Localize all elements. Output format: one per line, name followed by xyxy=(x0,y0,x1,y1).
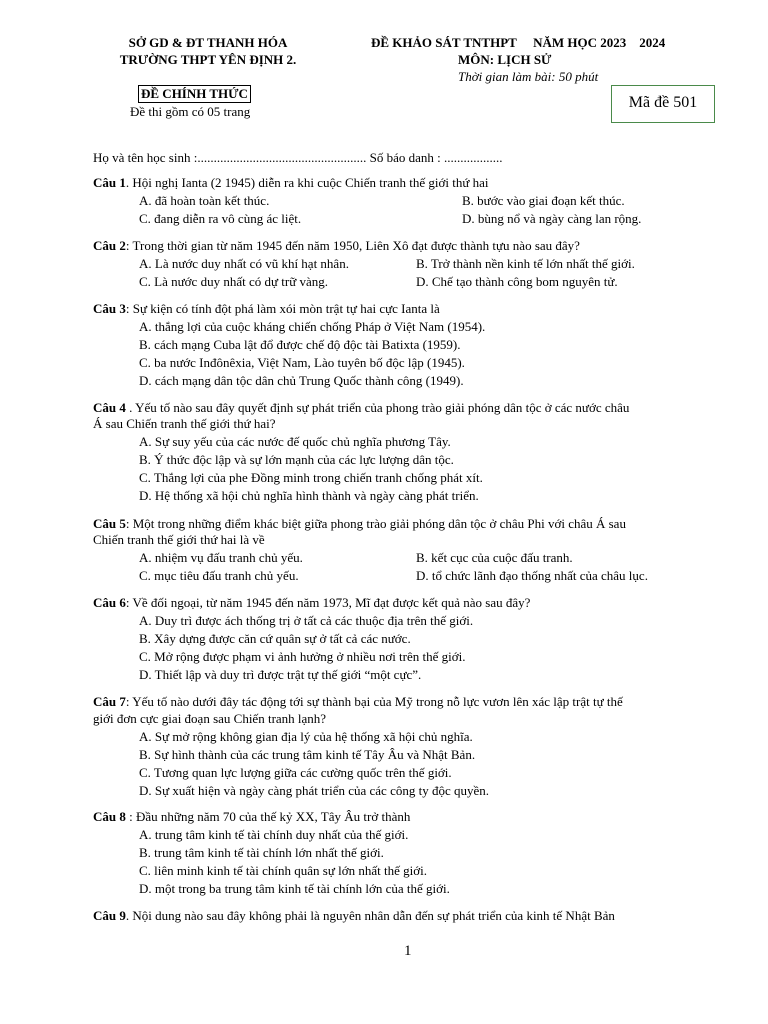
question-1 xyxy=(93,174,489,192)
option-d: D. Thiết lập và duy trì được trật tự thế giới “một cực”. xyxy=(139,667,422,682)
option-c: C. liên minh kinh tế tài chính quân sự lớn nhất thế giới. xyxy=(139,863,427,878)
school-year: NĂM HỌC 2023 xyxy=(533,35,627,50)
option-d: D. bùng nổ và ngày càng lan rộng. xyxy=(462,211,642,226)
option-b: B. Ý thức độc lập và sự lớn mạnh của các lực lượng dân tộc. xyxy=(139,452,454,467)
question-label: Câu 4 xyxy=(93,400,126,415)
question-9 xyxy=(93,907,615,925)
question-label: Câu 7 xyxy=(93,694,126,709)
department-name: SỞ GD & ĐT THANH HÓA xyxy=(128,35,288,50)
official-badge: ĐỀ CHÍNH THỨC xyxy=(138,85,251,103)
option-a: A. Là nước duy nhất có vũ khí hạt nhân. xyxy=(139,256,349,271)
question-stem-continued: Chiến tranh thế giới thứ hai là về xyxy=(93,532,265,547)
question-2 xyxy=(93,237,580,255)
option-c: C. mục tiêu đấu tranh chủ yếu. xyxy=(139,568,299,583)
option-b: B. Xây dựng được căn cứ quân sự ở tất cả các nước. xyxy=(139,631,411,646)
option-b: B. cách mạng Cuba lật đổ được chế độ độc tài Batixta (1959). xyxy=(139,337,461,352)
question-stem-continued: Á sau Chiến tranh thế giới thứ hai? xyxy=(93,416,276,431)
question-7 xyxy=(93,693,623,711)
option-b: B. kết cục của cuộc đấu tranh. xyxy=(416,550,573,565)
question-label: Câu 8 xyxy=(93,809,126,824)
question-stem-continued: giới đơn cực giai đoạn sau Chiến tranh lạnh? xyxy=(93,711,327,726)
option-a: A. Sự mở rộng không gian địa lý của hệ thống xã hội chủ nghĩa. xyxy=(139,729,473,744)
option-c: C. Thắng lợi của phe Đồng minh trong chiến tranh chống phát xít. xyxy=(139,470,483,485)
option-c: C. Là nước duy nhất có dự trữ vàng. xyxy=(139,274,329,289)
question-label: Câu 3 xyxy=(93,301,126,316)
school-year-end: 2024 xyxy=(639,35,666,50)
question-stem: . Nội dung nào sau đây không phải là nguyên nhân dẫn đến sự phát triển của kinh tế Nhật Bản xyxy=(125,908,615,923)
question-stem: . Yếu tố nào sau đây quyết định sự phát triển của phong trào giải phóng dân tộc ở các nước châu xyxy=(125,400,630,415)
question-stem: : Đầu những năm 70 của thế kỷ XX, Tây Âu trở thành xyxy=(125,809,411,824)
option-a: A. nhiệm vụ đấu tranh chủ yếu. xyxy=(139,550,303,565)
option-c: C. ba nước Inđônêxia, Việt Nam, Lào tuyên bố độc lập (1945). xyxy=(139,355,465,370)
question-label: Câu 1 xyxy=(93,175,126,190)
question-label: Câu 6 xyxy=(93,595,126,610)
question-stem: : Trong thời gian từ năm 1945 đến năm 1950, Liên Xô đạt được thành tựu nào sau đây? xyxy=(125,238,580,253)
option-b: B. trung tâm kinh tế tài chính lớn nhất thế giới. xyxy=(139,845,384,860)
exam-code-box: Mã đề 501 xyxy=(611,85,715,123)
question-stem: : Yếu tố nào dưới đây tác động tới sự thành bại của Mỹ trong nỗ lực vươn lên xác lập trật tự thế xyxy=(125,694,623,709)
option-a: A. trung tâm kinh tế tài chính duy nhất của thế giới. xyxy=(139,827,409,842)
option-d: D. Chế tạo thành công bom nguyên tử. xyxy=(416,274,618,289)
question-label: Câu 2 xyxy=(93,238,126,253)
option-d: D. tổ chức lãnh đạo thống nhất của châu lục. xyxy=(416,568,648,583)
option-d: D. Sự xuất hiện và ngày càng phát triển của các công ty độc quyền. xyxy=(139,783,489,798)
question-stem: : Về đối ngoại, từ năm 1945 đến năm 1973, Mĩ đạt được kết quả nào sau đây? xyxy=(125,595,531,610)
option-a: A. Duy trì được ách thống trị ở tất cả các thuộc địa trên thế giới. xyxy=(139,613,474,628)
question-label: Câu 9 xyxy=(93,908,126,923)
question-label: Câu 5 xyxy=(93,516,126,531)
option-c: C. đang diễn ra vô cùng ác liệt. xyxy=(139,211,302,226)
exam-kind: ĐỀ KHẢO SÁT TNTHPT xyxy=(371,35,517,50)
option-b: B. Trở thành nền kinh tế lớn nhất thế giới. xyxy=(416,256,635,271)
subject-title: MÔN: LỊCH SỬ xyxy=(458,52,552,67)
question-8 xyxy=(93,808,410,826)
option-d: D. Hệ thống xã hội chủ nghĩa hình thành và ngày càng phát triển. xyxy=(139,488,479,503)
option-d: D. cách mạng dân tộc dân chủ Trung Quốc thành công (1949). xyxy=(139,373,464,388)
exam-title xyxy=(371,34,665,52)
option-c: C. Mở rộng được phạm vi ảnh hưởng ở nhiều nơi trên thế giới. xyxy=(139,649,466,664)
option-d: D. một trong ba trung tâm kinh tế tài chính lớn của thế giới. xyxy=(139,881,450,896)
time-limit: Thời gian làm bài: 50 phút xyxy=(458,69,599,84)
option-b: B. bước vào giai đoạn kết thúc. xyxy=(462,193,625,208)
school-name: TRƯỜNG THPT YÊN ĐỊNH 2. xyxy=(119,52,297,67)
question-stem: : Sự kiện có tính đột phá làm xói mòn trật tự hai cực Ianta là xyxy=(125,301,440,316)
question-stem: . Hội nghị Ianta (2 1945) diễn ra khi cuộc Chiến tranh thế giới thứ hai xyxy=(125,175,489,190)
option-a: A. đã hoàn toàn kết thúc. xyxy=(139,193,270,208)
question-3 xyxy=(93,300,440,318)
option-a: A. Sự suy yếu của các nước đế quốc chủ nghĩa phương Tây. xyxy=(139,434,451,449)
page-count: Đề thi gồm có 05 trang xyxy=(130,104,251,119)
option-a: A. thắng lợi của cuộc kháng chiến chống Pháp ở Việt Nam (1954). xyxy=(139,319,486,334)
option-b: B. Sự hình thành của các trung tâm kinh tế Tây Âu và Nhật Bản. xyxy=(139,747,476,762)
question-stem: : Một trong những điểm khác biệt giữa phong trào giải phóng dân tộc ở châu Phi với châu Á sau xyxy=(125,516,626,531)
page-number: 1 xyxy=(404,943,412,959)
option-c: C. Tương quan lực lượng giữa các cường quốc trên thế giới. xyxy=(139,765,452,780)
student-info-line: Họ và tên học sinh :.................................................... Số báo danh : .................. xyxy=(93,150,503,165)
question-6 xyxy=(93,594,530,612)
